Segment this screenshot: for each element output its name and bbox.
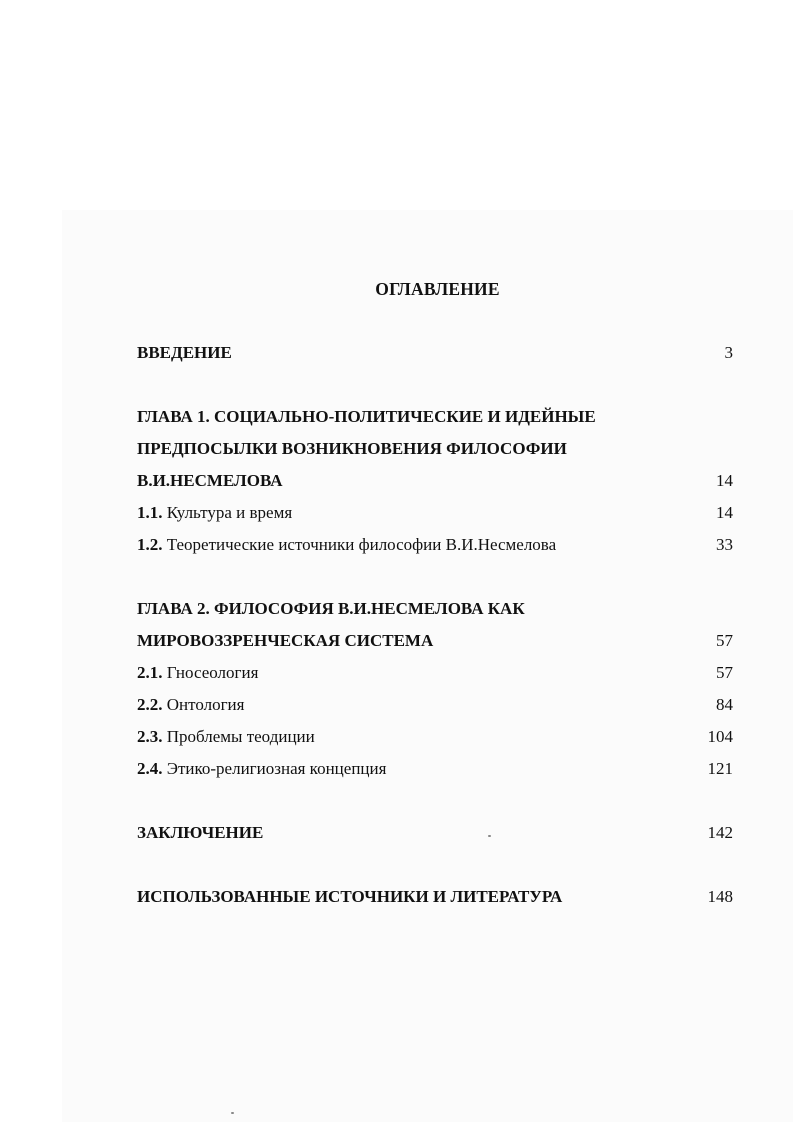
toc-entry-page: 142 — [707, 823, 733, 842]
toc-entry-page: 33 — [716, 535, 733, 554]
toc-entry-sources[interactable] — [137, 884, 733, 910]
toc-entry-label: Теоретические источники философии В.И.Несмелова — [166, 535, 557, 554]
toc-entry-title: ЗАКЛЮЧЕНИЕ — [137, 823, 264, 842]
toc-entry-label: Проблемы теодиции — [166, 727, 315, 746]
toc-entry-number: 2.1. — [137, 663, 163, 682]
toc-entry-title — [137, 500, 292, 526]
toc-entry-title: МИРОВОЗЗРЕНЧЕСКАЯ СИСТЕМА — [137, 631, 434, 650]
toc-entry-page: 121 — [707, 759, 733, 778]
toc-entry-page: 148 — [707, 887, 733, 906]
toc-entry-page: 104 — [707, 727, 733, 746]
toc-entry-page: 14 — [716, 471, 733, 490]
toc-entry-number: 2.3. — [137, 727, 163, 746]
toc-entry-label: Этико-религиозная концепция — [166, 759, 387, 778]
toc-entry-title — [137, 660, 258, 686]
toc-entry-title — [137, 692, 244, 718]
toc-entry-section-2-3[interactable] — [137, 724, 733, 750]
toc-heading: ОГЛАВЛЕНИЕ — [375, 279, 500, 299]
toc-entry-number: 2.2. — [137, 695, 163, 714]
toc-entry-number: 1.1. — [137, 503, 163, 522]
toc-entry-page: 57 — [716, 663, 733, 682]
toc-entry-title: ИСПОЛЬЗОВАННЫЕ ИСТОЧНИКИ И ЛИТЕРАТУРА — [137, 887, 563, 906]
toc-entry-title — [137, 532, 556, 558]
toc-entry-section-2-1[interactable] — [137, 660, 733, 686]
toc-entry-title: ГЛАВА 2. ФИЛОСОФИЯ В.И.НЕСМЕЛОВА КАК — [137, 599, 525, 618]
toc-entry-section-2-4[interactable] — [137, 756, 733, 782]
toc-entry-section-1-1[interactable] — [137, 500, 733, 526]
toc-entry-page: 84 — [716, 695, 733, 714]
toc-entry-title: ПРЕДПОСЫЛКИ ВОЗНИКНОВЕНИЯ ФИЛОСОФИИ — [137, 439, 567, 458]
toc-entry-label: Гносеология — [166, 663, 259, 682]
toc-entry-chapter-1-line-3[interactable] — [137, 468, 733, 494]
toc-entry-page: 57 — [716, 631, 733, 650]
toc-entry-title: В.И.НЕСМЕЛОВА — [137, 471, 283, 490]
toc-entry-page: 14 — [716, 503, 733, 522]
toc-entry-title: ГЛАВА 1. СОЦИАЛЬНО-ПОЛИТИЧЕСКИЕ И ИДЕЙНЫЕ — [137, 407, 596, 426]
toc-entry-section-2-2[interactable] — [137, 692, 733, 718]
toc-entry-chapter-2-line-2[interactable] — [137, 628, 733, 654]
toc-entry-title — [137, 724, 315, 750]
toc-entry-number: 2.4. — [137, 759, 163, 778]
toc-entry-label: Онтология — [166, 695, 245, 714]
toc-entry-section-1-2[interactable] — [137, 532, 733, 558]
toc-entry-label: Культура и время — [166, 503, 293, 522]
scan-speck — [488, 835, 491, 837]
toc-entry-title: ВВЕДЕНИЕ — [137, 343, 232, 362]
toc-entry-title — [137, 756, 386, 782]
toc-entry-chapter-1-line-1[interactable] — [137, 404, 733, 430]
toc-entry-page: 3 — [724, 343, 733, 362]
toc-entry-introduction[interactable] — [137, 340, 733, 366]
toc-entry-number: 1.2. — [137, 535, 163, 554]
toc-entry-conclusion[interactable] — [137, 820, 733, 846]
scan-speck — [231, 1112, 234, 1114]
toc-entry-chapter-2-line-1[interactable] — [137, 596, 733, 622]
toc-entry-chapter-1-line-2[interactable] — [137, 436, 733, 462]
